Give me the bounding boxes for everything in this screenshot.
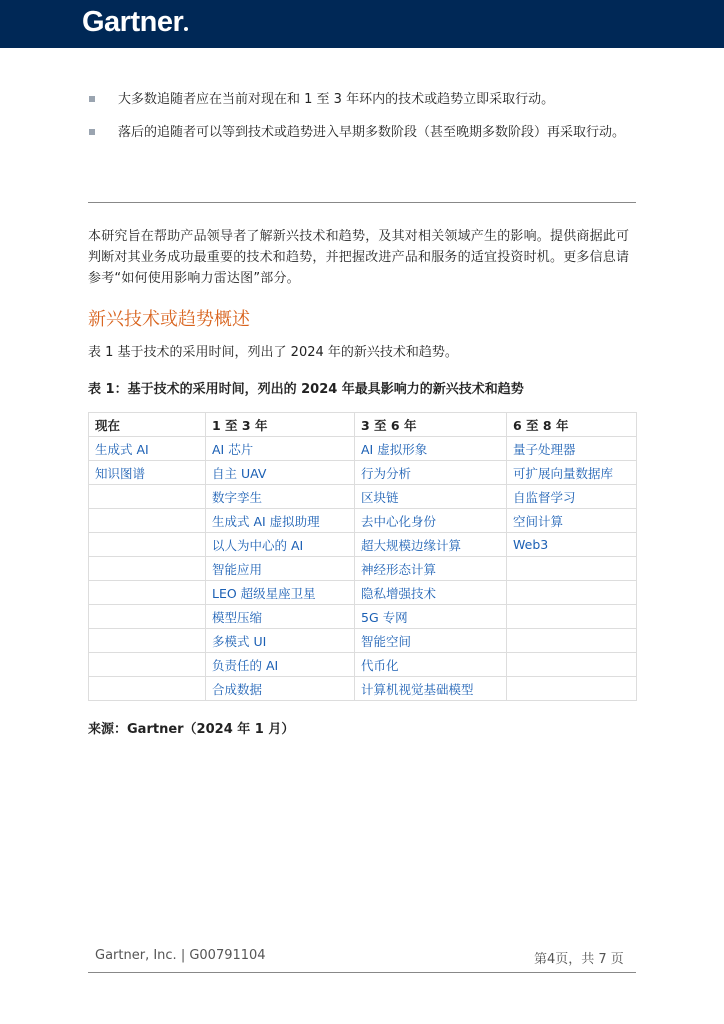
table-cell — [89, 677, 206, 701]
table-cell: 多模式 UI — [206, 629, 355, 653]
page-header — [0, 0, 724, 48]
table-cell: 可扩展向量数据库 — [507, 461, 637, 485]
table-cell — [89, 581, 206, 605]
table-cell: 区块链 — [355, 485, 507, 509]
footer-document-id: Gartner, Inc. | G00791104 — [95, 948, 266, 963]
table-cell — [89, 485, 206, 509]
table-cell — [89, 605, 206, 629]
table-cell: 知识图谱 — [89, 461, 206, 485]
table-cell: LEO 超级星座卫星 — [206, 581, 355, 605]
table-cell — [89, 509, 206, 533]
table-cell: 数字孪生 — [206, 485, 355, 509]
table-row — [89, 485, 637, 509]
table-row — [89, 461, 637, 485]
table-header-row — [89, 413, 637, 437]
table-cell: 自监督学习 — [507, 485, 637, 509]
table-cell: 代币化 — [355, 653, 507, 677]
table-row — [89, 605, 637, 629]
table-cell: 计算机视觉基础模型 — [355, 677, 507, 701]
table-cell: 自主 UAV — [206, 461, 355, 485]
section-title: 新兴技术或趋势概述 — [88, 309, 250, 330]
table-source: 来源：Gartner（2024 年 1 月） — [88, 722, 295, 737]
bullet-item: 落后的追随者可以等到技术或趋势进入早期多数阶段（甚至晚期多数阶段）再采取行动。 — [88, 121, 648, 145]
table-row — [89, 557, 637, 581]
table-cell: 以人为中心的 AI — [206, 533, 355, 557]
table-cell: 生成式 AI 虚拟助理 — [206, 509, 355, 533]
bullet-item: 大多数追随者应在当前对现在和 1 至 3 年环内的技术或趋势立即采取行动。 — [88, 88, 648, 112]
column-header: 6 至 8 年 — [507, 413, 637, 437]
table-row — [89, 437, 637, 461]
table-cell — [89, 533, 206, 557]
table-cell: 隐私增强技术 — [355, 581, 507, 605]
table-cell: 5G 专网 — [355, 605, 507, 629]
table-cell: AI 芯片 — [206, 437, 355, 461]
footer-divider — [88, 972, 636, 973]
table-cell — [507, 653, 637, 677]
table-cell: 量子处理器 — [507, 437, 637, 461]
table-cell: 合成数据 — [206, 677, 355, 701]
table-row — [89, 581, 637, 605]
table-cell — [507, 581, 637, 605]
bullet-list — [88, 88, 648, 154]
lead-paragraph: 表 1 基于技术的采用时间，列出了 2024 年的新兴技术和趋势。 — [88, 345, 458, 360]
divider — [88, 202, 636, 203]
table-cell: 神经形态计算 — [355, 557, 507, 581]
table-cell: 生成式 AI — [89, 437, 206, 461]
table-cell — [507, 557, 637, 581]
table-cell: 智能空间 — [355, 629, 507, 653]
table-row — [89, 629, 637, 653]
square-bullet-icon — [89, 129, 95, 135]
table-cell: 去中心化身份 — [355, 509, 507, 533]
table-cell — [507, 629, 637, 653]
table-cell — [507, 605, 637, 629]
table-cell — [89, 653, 206, 677]
table-cell — [507, 677, 637, 701]
technology-table — [88, 412, 637, 701]
table-row — [89, 677, 637, 701]
gartner-logo: Gartner — [82, 6, 188, 39]
table-cell: Web3 — [507, 533, 637, 557]
table-caption: 表 1：基于技术的采用时间，列出的 2024 年最具影响力的新兴技术和趋势 — [88, 382, 524, 397]
table-row — [89, 533, 637, 557]
table-cell: 行为分析 — [355, 461, 507, 485]
table-cell: 模型压缩 — [206, 605, 355, 629]
intro-paragraph: 本研究旨在帮助产品领导者了解新兴技术和趋势，及其对相关领域产生的影响。提供商据此可判断对其业务成功最重要的技术和趋势，并把握改进产品和服务的适宜投资时机。更多信息请参考“如何使用影响力雷达图”部分。 — [88, 229, 630, 286]
table-row — [89, 509, 637, 533]
column-header: 现在 — [89, 413, 206, 437]
table-cell — [89, 557, 206, 581]
table-cell: AI 虚拟形象 — [355, 437, 507, 461]
table-cell: 智能应用 — [206, 557, 355, 581]
table-cell: 负责任的 AI — [206, 653, 355, 677]
table-cell: 超大规模边缘计算 — [355, 533, 507, 557]
table-row — [89, 653, 637, 677]
square-bullet-icon — [89, 96, 95, 102]
footer-page-number: 第4页，共 7 页 — [534, 952, 624, 967]
column-header: 3 至 6 年 — [355, 413, 507, 437]
table-cell: 空间计算 — [507, 509, 637, 533]
table-cell — [89, 629, 206, 653]
column-header: 1 至 3 年 — [206, 413, 355, 437]
